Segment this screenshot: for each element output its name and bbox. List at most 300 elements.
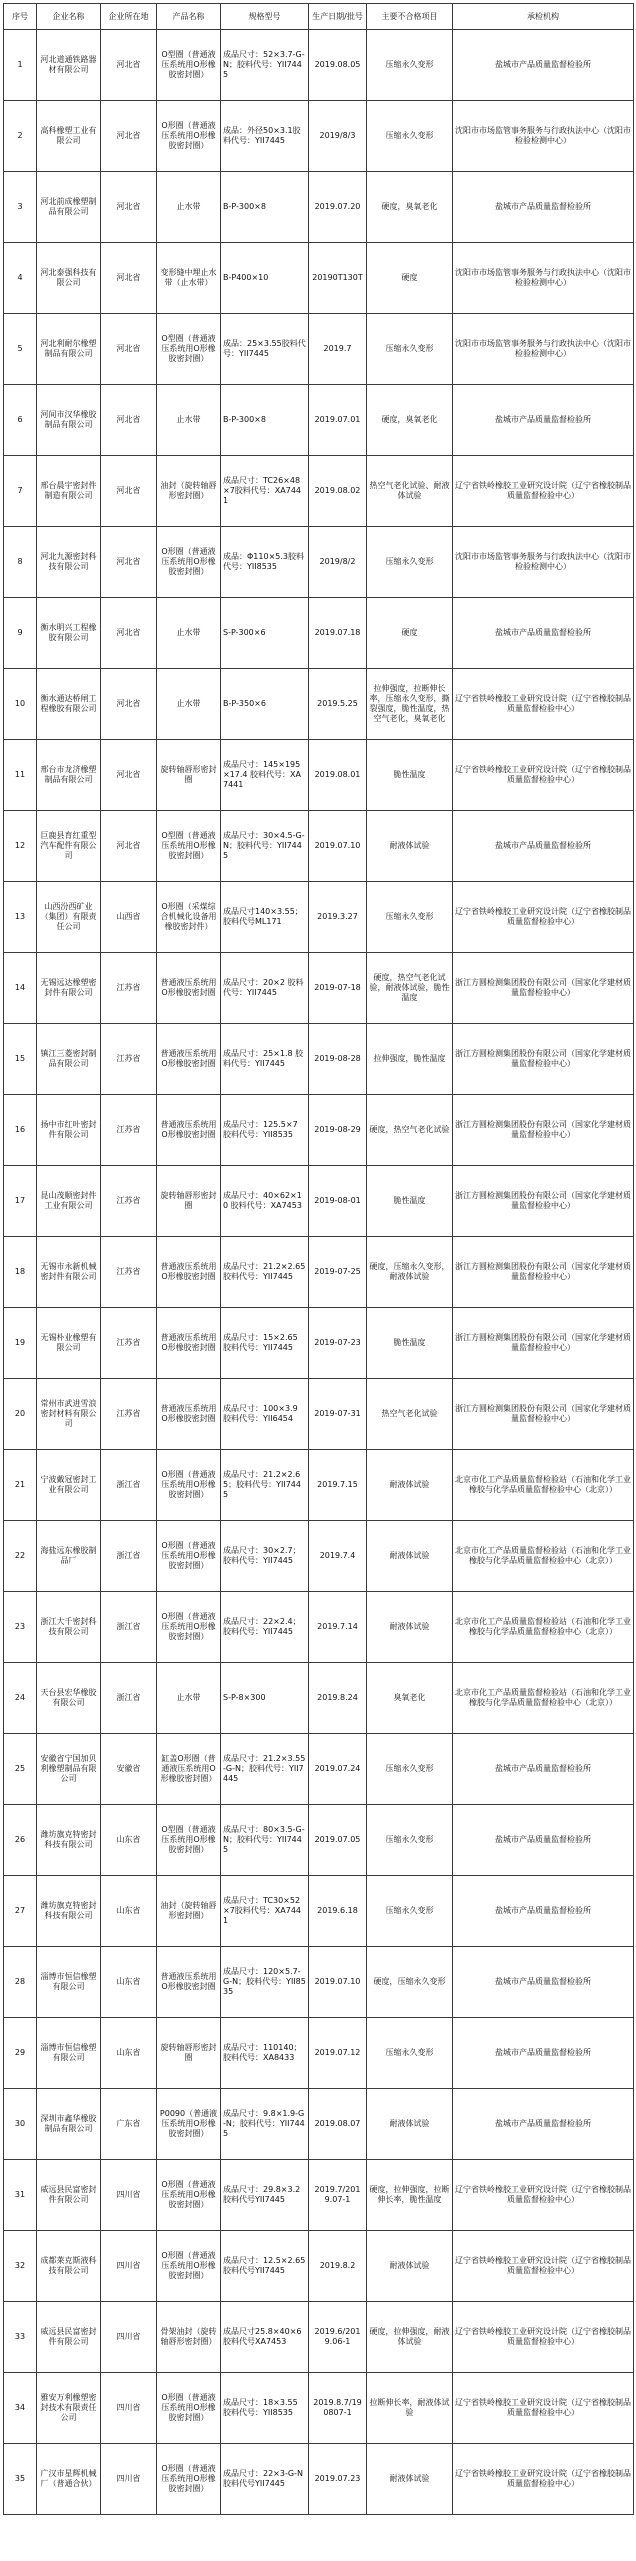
agency-cell: 浙江方圆检测集团股份有限公司（国家化学建材质量监督检验中心） bbox=[453, 953, 634, 1024]
product-cell: O形圈（普通液压系统用O形橡胶密封圈） bbox=[157, 101, 221, 172]
location-cell: 江苏省 bbox=[101, 1237, 157, 1308]
table-row bbox=[4, 1237, 634, 1308]
company-cell: 河北前成橡塑制品有限公司 bbox=[37, 172, 101, 243]
date-batch-cell: 2019.07.18 bbox=[309, 598, 367, 669]
spec-cell: S-P-8×300 bbox=[221, 1663, 309, 1734]
agency-cell: 北京市化工产品质量监督检验站（石油和化学工业橡胶与化学品质量监督检验中心（北京）） bbox=[453, 1521, 634, 1592]
failed-items-cell: 热空气老化试验、耐液体试验 bbox=[367, 456, 453, 527]
failed-items-cell: 拉断伸长率，耐液体试验 bbox=[367, 2373, 453, 2444]
failed-items-cell: 压缩永久变形 bbox=[367, 2018, 453, 2089]
table-row bbox=[4, 2444, 634, 2515]
table-body bbox=[4, 30, 634, 2515]
spec-cell: 成品尺寸：110140；胶料代号：XA8433 bbox=[221, 2018, 309, 2089]
agency-cell: 盐城市产品质量监督检验所 bbox=[453, 172, 634, 243]
header-row bbox=[4, 4, 634, 30]
product-cell: O形圈（普通液压系统用O形橡胶密封圈） bbox=[157, 2444, 221, 2515]
date-batch-cell: 2019-08-01 bbox=[309, 1166, 367, 1237]
agency-cell: 辽宁省铁岭橡胶工业研究设计院（辽宁省橡胶制品质量监督检验中心） bbox=[453, 2160, 634, 2231]
failed-items-cell: 耐液体试验 bbox=[367, 1450, 453, 1521]
company-cell: 巨鹿县育红重型汽车配件有限公司 bbox=[37, 811, 101, 882]
failed-items-cell: 脆性温度 bbox=[367, 740, 453, 811]
product-cell: O形圈（普通液压系统用O形橡胶密封圈） bbox=[157, 2231, 221, 2302]
agency-cell: 辽宁省铁岭橡胶工业研究设计院（辽宁省橡胶制品质量监督检验中心） bbox=[453, 2231, 634, 2302]
company-cell: 淄博市恒信橡塑有限公司 bbox=[37, 1947, 101, 2018]
failed-items-cell: 压缩永久变形 bbox=[367, 1876, 453, 1947]
product-cell: O形圈（普通液压系统用O形橡胶密封圈） bbox=[157, 1592, 221, 1663]
failed-items-cell: 硬度，臭氧老化 bbox=[367, 172, 453, 243]
failed-items-cell: 耐液体试验 bbox=[367, 2444, 453, 2515]
company-cell: 镇江三菱密封制品有限公司 bbox=[37, 1024, 101, 1095]
company-cell: 雅安万利橡塑密封技术有限责任公司 bbox=[37, 2373, 101, 2444]
table-row bbox=[4, 1734, 634, 1805]
spec-cell: 成品：25×3.55胶料代号：YII7445 bbox=[221, 314, 309, 385]
company-cell: 河北道通铁路器材有限公司 bbox=[37, 30, 101, 101]
company-cell: 衡水通达桥闸工程橡胶有限公司 bbox=[37, 669, 101, 740]
location-cell: 山东省 bbox=[101, 1876, 157, 1947]
product-cell: 油封（旋转轴唇形密封圈） bbox=[157, 456, 221, 527]
product-cell: O形圈（普通液压系统用O形橡胶密封圈） bbox=[157, 1521, 221, 1592]
index-cell: 31 bbox=[4, 2160, 37, 2231]
product-cell: 油封（旋转轴唇形密封圈） bbox=[157, 1876, 221, 1947]
index-cell: 2 bbox=[4, 101, 37, 172]
table-row bbox=[4, 2160, 634, 2231]
index-cell: 6 bbox=[4, 385, 37, 456]
spec-cell: 成品尺寸：20×2 胶料代号：YII7445 bbox=[221, 953, 309, 1024]
table-row bbox=[4, 740, 634, 811]
index-cell: 23 bbox=[4, 1592, 37, 1663]
failed-items-cell: 脆性温度 bbox=[367, 1308, 453, 1379]
spec-cell: 成品尺寸：30×2.7；胶料代号：YII7445 bbox=[221, 1521, 309, 1592]
date-batch-cell: 2019.07.10 bbox=[309, 1947, 367, 2018]
company-cell: 安徽省宁国加贝利橡塑制品有限公司 bbox=[37, 1734, 101, 1805]
agency-cell: 盐城市产品质量监督检验所 bbox=[453, 385, 634, 456]
table-row bbox=[4, 669, 634, 740]
location-cell: 四川省 bbox=[101, 2302, 157, 2373]
company-cell: 威远县民富密封件有限公司 bbox=[37, 2160, 101, 2231]
company-cell: 天台县宏华橡胶有限公司 bbox=[37, 1663, 101, 1734]
date-batch-cell: 20190T130T bbox=[309, 243, 367, 314]
failed-items-cell: 硬度，热空气老化试验 bbox=[367, 1095, 453, 1166]
date-batch-cell: 2019.08.05 bbox=[309, 30, 367, 101]
location-cell: 安徽省 bbox=[101, 1734, 157, 1805]
product-cell: 普通液压系统用O形橡胶密封圈 bbox=[157, 953, 221, 1024]
failed-items-cell: 臭氧老化 bbox=[367, 1663, 453, 1734]
agency-cell: 盐城市产品质量监督检验所 bbox=[453, 1876, 634, 1947]
table-row bbox=[4, 101, 634, 172]
spec-cell: 成品尺寸：TC26×48×7胶料代号：XA7441 bbox=[221, 456, 309, 527]
table-row bbox=[4, 811, 634, 882]
product-cell: 旋转轴唇形密封圈 bbox=[157, 740, 221, 811]
spec-cell: B-P400×10 bbox=[221, 243, 309, 314]
header-col-product: 产品名称 bbox=[157, 4, 221, 30]
location-cell: 河北省 bbox=[101, 598, 157, 669]
index-cell: 3 bbox=[4, 172, 37, 243]
spec-cell: 成品尺寸：145×195×17.4 胶料代号：XA7441 bbox=[221, 740, 309, 811]
failed-items-cell: 耐液体试验 bbox=[367, 2089, 453, 2160]
spec-cell: 成品尺寸：125.5×7 胶料代号：YII8535 bbox=[221, 1095, 309, 1166]
table-row bbox=[4, 314, 634, 385]
table-row bbox=[4, 1166, 634, 1237]
location-cell: 河北省 bbox=[101, 101, 157, 172]
spec-cell: 成品尺寸：12.5×2.65胶料代号YII7445 bbox=[221, 2231, 309, 2302]
product-cell: 止水带 bbox=[157, 598, 221, 669]
company-cell: 河北九源密封科技有限公司 bbox=[37, 527, 101, 598]
product-cell: O型圈（普通液压系统用O形橡胶密封圈） bbox=[157, 1805, 221, 1876]
spec-cell: 成品尺寸：29.8×3.2 胶料代号YII7445 bbox=[221, 2160, 309, 2231]
index-cell: 12 bbox=[4, 811, 37, 882]
location-cell: 四川省 bbox=[101, 2160, 157, 2231]
failed-items-cell: 耐液体试验 bbox=[367, 1592, 453, 1663]
date-batch-cell: 2019.6.18 bbox=[309, 1876, 367, 1947]
date-batch-cell: 2019.3.27 bbox=[309, 882, 367, 953]
spec-cell: 成品尺寸：18×3.55 胶料代号：YII8535 bbox=[221, 2373, 309, 2444]
failed-items-cell: 硬度，拉伸强度，耐液体试验 bbox=[367, 2302, 453, 2373]
product-cell: 普通液压系统用O形橡胶密封圈 bbox=[157, 1308, 221, 1379]
company-cell: 昆山茂顺密封件工业有限公司 bbox=[37, 1166, 101, 1237]
company-cell: 深圳市鑫华橡胶制品有限公司 bbox=[37, 2089, 101, 2160]
spec-cell: B-P-350×6 bbox=[221, 669, 309, 740]
results-table bbox=[3, 3, 634, 2515]
date-batch-cell: 2019.07.24 bbox=[309, 1734, 367, 1805]
location-cell: 江苏省 bbox=[101, 1379, 157, 1450]
index-cell: 18 bbox=[4, 1237, 37, 1308]
product-cell: 普通液压系统用O形橡胶密封圈 bbox=[157, 1947, 221, 2018]
agency-cell: 辽宁省铁岭橡胶工业研究设计院（辽宁省橡胶制品质量监督检验中心） bbox=[453, 2373, 634, 2444]
company-cell: 无锡朴业橡塑有限公司 bbox=[37, 1308, 101, 1379]
spec-cell: 成品尺寸140×3.55；胶料代号ML171 bbox=[221, 882, 309, 953]
location-cell: 浙江省 bbox=[101, 1663, 157, 1734]
company-cell: 无锡市永新机械密封件有限公司 bbox=[37, 1237, 101, 1308]
location-cell: 四川省 bbox=[101, 2444, 157, 2515]
index-cell: 1 bbox=[4, 30, 37, 101]
agency-cell: 盐城市产品质量监督检验所 bbox=[453, 1805, 634, 1876]
date-batch-cell: 2019.5.25 bbox=[309, 669, 367, 740]
product-cell: 止水带 bbox=[157, 385, 221, 456]
table-row bbox=[4, 882, 634, 953]
company-cell: 河北利耐尔橡塑制品有限公司 bbox=[37, 314, 101, 385]
location-cell: 江苏省 bbox=[101, 1308, 157, 1379]
spec-cell: 成品：外径50×3.1胶料代号：YII7445 bbox=[221, 101, 309, 172]
agency-cell: 辽宁省铁岭橡胶工业研究设计院（辽宁省橡胶制品质量监督检验中心） bbox=[453, 882, 634, 953]
company-cell: 威远县民富密封件有限公司 bbox=[37, 2302, 101, 2373]
failed-items-cell: 压缩永久变形 bbox=[367, 314, 453, 385]
company-cell: 广汉市星辉机械厂（普通合伙） bbox=[37, 2444, 101, 2515]
index-cell: 25 bbox=[4, 1734, 37, 1805]
table-row bbox=[4, 953, 634, 1024]
index-cell: 27 bbox=[4, 1876, 37, 1947]
table-row bbox=[4, 1308, 634, 1379]
agency-cell: 浙江方圆检测集团股份有限公司（国家化学建材质量监督检验中心） bbox=[453, 1166, 634, 1237]
spec-cell: 成品尺寸：TC30×52×7胶料代号：XA7441 bbox=[221, 1876, 309, 1947]
index-cell: 7 bbox=[4, 456, 37, 527]
location-cell: 河北省 bbox=[101, 243, 157, 314]
spec-cell: 成品尺寸：25×1.8 胶料代号：YII7445 bbox=[221, 1024, 309, 1095]
date-batch-cell: 2019.07.05 bbox=[309, 1805, 367, 1876]
index-cell: 16 bbox=[4, 1095, 37, 1166]
index-cell: 35 bbox=[4, 2444, 37, 2515]
location-cell: 浙江省 bbox=[101, 1450, 157, 1521]
date-batch-cell: 2019.7 bbox=[309, 314, 367, 385]
agency-cell: 辽宁省铁岭橡胶工业研究设计院（辽宁省橡胶制品质量监督检验中心） bbox=[453, 2444, 634, 2515]
date-batch-cell: 2019.7/2019.07-1 bbox=[309, 2160, 367, 2231]
date-batch-cell: 2019.7.14 bbox=[309, 1592, 367, 1663]
location-cell: 河北省 bbox=[101, 456, 157, 527]
company-cell: 潍坊旗克特密封科技有限公司 bbox=[37, 1876, 101, 1947]
agency-cell: 沈阳市市场监管事务服务与行政执法中心（沈阳市检验检测中心） bbox=[453, 101, 634, 172]
agency-cell: 盐城市产品质量监督检验所 bbox=[453, 811, 634, 882]
header-col-inspection-agency: 承检机构 bbox=[453, 4, 634, 30]
table-row bbox=[4, 456, 634, 527]
agency-cell: 浙江方圆检测集团股份有限公司（国家化学建材质量监督检验中心） bbox=[453, 1308, 634, 1379]
date-batch-cell: 2019-07-23 bbox=[309, 1308, 367, 1379]
index-cell: 34 bbox=[4, 2373, 37, 2444]
index-cell: 14 bbox=[4, 953, 37, 1024]
failed-items-cell: 压缩永久变形 bbox=[367, 527, 453, 598]
location-cell: 河北省 bbox=[101, 385, 157, 456]
agency-cell: 北京市化工产品质量监督检验站（石油和化学工业橡胶与化学品质量监督检验中心（北京）） bbox=[453, 1592, 634, 1663]
company-cell: 无锡远达橡塑密封件有限公司 bbox=[37, 953, 101, 1024]
agency-cell: 盐城市产品质量监督检验所 bbox=[453, 30, 634, 101]
failed-items-cell: 硬度，压缩永久变形 bbox=[367, 1947, 453, 2018]
date-batch-cell: 2019/8/2 bbox=[309, 527, 367, 598]
failed-items-cell: 硬度，拉伸强度，拉断伸长率，脆性温度 bbox=[367, 2160, 453, 2231]
index-cell: 26 bbox=[4, 1805, 37, 1876]
header-col-failed-items: 主要不合格项目 bbox=[367, 4, 453, 30]
failed-items-cell: 压缩永久变形 bbox=[367, 101, 453, 172]
agency-cell: 盐城市产品质量监督检验所 bbox=[453, 2018, 634, 2089]
failed-items-cell: 压缩永久变形 bbox=[367, 1734, 453, 1805]
company-cell: 衡水明兴工程橡胶有限公司 bbox=[37, 598, 101, 669]
agency-cell: 辽宁省铁岭橡胶工业研究设计院（辽宁省橡胶制品质量监督检验中心） bbox=[453, 669, 634, 740]
company-cell: 邢台晨宇密封件制造有限公司 bbox=[37, 456, 101, 527]
agency-cell: 盐城市产品质量监督检验所 bbox=[453, 2089, 634, 2160]
date-batch-cell: 2019.7.15 bbox=[309, 1450, 367, 1521]
date-batch-cell: 2019.08.02 bbox=[309, 456, 367, 527]
location-cell: 河北省 bbox=[101, 527, 157, 598]
location-cell: 河北省 bbox=[101, 172, 157, 243]
product-cell: O形圈（普通液压系统用O形橡胶密封圈） bbox=[157, 2160, 221, 2231]
location-cell: 浙江省 bbox=[101, 1521, 157, 1592]
agency-cell: 浙江方圆检测集团股份有限公司（国家化学建材质量监督检验中心） bbox=[453, 1379, 634, 1450]
index-cell: 17 bbox=[4, 1166, 37, 1237]
table-row bbox=[4, 1379, 634, 1450]
index-cell: 22 bbox=[4, 1521, 37, 1592]
location-cell: 河北省 bbox=[101, 669, 157, 740]
agency-cell: 辽宁省铁岭橡胶工业研究设计院（辽宁省橡胶制品质量监督检验中心） bbox=[453, 740, 634, 811]
date-batch-cell: 2019.8.24 bbox=[309, 1663, 367, 1734]
agency-cell: 盐城市产品质量监督检验所 bbox=[453, 598, 634, 669]
header-col-date-batch: 生产日期/批号 bbox=[309, 4, 367, 30]
spec-cell: 成品尺寸：22×2.4；胶料代号：YII7445 bbox=[221, 1592, 309, 1663]
index-cell: 8 bbox=[4, 527, 37, 598]
agency-cell: 北京市化工产品质量监督检验站（石油和化学工业橡胶与化学品质量监督检验中心（北京）） bbox=[453, 1663, 634, 1734]
spec-cell: 成品尺寸：80×3.5-G-N；胶料代号：YII7445 bbox=[221, 1805, 309, 1876]
agency-cell: 盐城市产品质量监督检验所 bbox=[453, 1734, 634, 1805]
table-row bbox=[4, 2089, 634, 2160]
table-row bbox=[4, 598, 634, 669]
company-cell: 高科橡塑工业有限公司 bbox=[37, 101, 101, 172]
index-cell: 4 bbox=[4, 243, 37, 314]
header-col-location: 企业所在地 bbox=[101, 4, 157, 30]
failed-items-cell: 热空气老化试验 bbox=[367, 1379, 453, 1450]
date-batch-cell: 2019.07.23 bbox=[309, 2444, 367, 2515]
product-cell: 止水带 bbox=[157, 669, 221, 740]
failed-items-cell: 拉伸强度，脆性温度 bbox=[367, 1024, 453, 1095]
index-cell: 30 bbox=[4, 2089, 37, 2160]
failed-items-cell: 拉伸强度，拉断伸长率，压缩永久变形，撕裂强度，脆性温度，热空气老化，臭氧老化 bbox=[367, 669, 453, 740]
index-cell: 24 bbox=[4, 1663, 37, 1734]
index-cell: 29 bbox=[4, 2018, 37, 2089]
spec-cell: 成品尺寸25.8×40×6胶料代号XA7453 bbox=[221, 2302, 309, 2373]
failed-items-cell: 压缩永久变形 bbox=[367, 1805, 453, 1876]
location-cell: 江苏省 bbox=[101, 1166, 157, 1237]
location-cell: 江苏省 bbox=[101, 1095, 157, 1166]
date-batch-cell: 2019.07.01 bbox=[309, 385, 367, 456]
index-cell: 32 bbox=[4, 2231, 37, 2302]
header-col-spec: 规格型号 bbox=[221, 4, 309, 30]
date-batch-cell: 2019-07-25 bbox=[309, 1237, 367, 1308]
table-row bbox=[4, 385, 634, 456]
index-cell: 13 bbox=[4, 882, 37, 953]
header-col-company: 企业名称 bbox=[37, 4, 101, 30]
product-cell: P0090（普通液压系统用O形橡胶密封圈） bbox=[157, 2089, 221, 2160]
table-row bbox=[4, 2018, 634, 2089]
agency-cell: 北京市化工产品质量监督检验站（石油和化学工业橡胶与化学品质量监督检验中心（北京）） bbox=[453, 1450, 634, 1521]
location-cell: 山东省 bbox=[101, 2018, 157, 2089]
agency-cell: 辽宁省铁岭橡胶工业研究设计院（辽宁省橡胶制品质量监督检验中心） bbox=[453, 2302, 634, 2373]
date-batch-cell: 2019-08-29 bbox=[309, 1095, 367, 1166]
location-cell: 四川省 bbox=[101, 2231, 157, 2302]
table-row bbox=[4, 1663, 634, 1734]
index-cell: 10 bbox=[4, 669, 37, 740]
table-row bbox=[4, 243, 634, 314]
spec-cell: 成品尺寸：15×2.65 胶料代号：YII7445 bbox=[221, 1308, 309, 1379]
location-cell: 江苏省 bbox=[101, 953, 157, 1024]
date-batch-cell: 2019-08-28 bbox=[309, 1024, 367, 1095]
spec-cell: 成品尺寸：30×4.5-G-N；胶料代号：YII7445 bbox=[221, 811, 309, 882]
table-row bbox=[4, 1095, 634, 1166]
date-batch-cell: 2019.07.10 bbox=[309, 811, 367, 882]
index-cell: 33 bbox=[4, 2302, 37, 2373]
spec-cell: B-P-300×8 bbox=[221, 172, 309, 243]
product-cell: O形圈（采煤综合机械化设备用橡胶密封件） bbox=[157, 882, 221, 953]
index-cell: 5 bbox=[4, 314, 37, 385]
spec-cell: 成品：Φ110×5.3胶料代号：YII8535 bbox=[221, 527, 309, 598]
product-cell: O型圈（普通液压系统用O形橡胶密封圈） bbox=[157, 30, 221, 101]
agency-cell: 浙江方圆检测集团股份有限公司（国家化学建材质量监督检验中心） bbox=[453, 1024, 634, 1095]
table-row bbox=[4, 1450, 634, 1521]
failed-items-cell: 压缩永久变形 bbox=[367, 882, 453, 953]
spec-cell: B-P-300×8 bbox=[221, 385, 309, 456]
date-batch-cell: 2019/8/3 bbox=[309, 101, 367, 172]
agency-cell: 辽宁省铁岭橡胶工业研究设计院（辽宁省橡胶制品质量监督检验中心） bbox=[453, 456, 634, 527]
spec-cell: 成品尺寸：52×3.7-G-N；胶料代号：YII7445 bbox=[221, 30, 309, 101]
agency-cell: 沈阳市市场监管事务服务与行政执法中心（沈阳市检验检测中心） bbox=[453, 243, 634, 314]
product-cell: O型圈（普通液压系统用O形橡胶密封圈） bbox=[157, 811, 221, 882]
table-row bbox=[4, 1947, 634, 2018]
location-cell: 江苏省 bbox=[101, 1024, 157, 1095]
index-cell: 28 bbox=[4, 1947, 37, 2018]
index-cell: 11 bbox=[4, 740, 37, 811]
location-cell: 河北省 bbox=[101, 740, 157, 811]
date-batch-cell: 2019.6/2019.06-1 bbox=[309, 2302, 367, 2373]
location-cell: 河北省 bbox=[101, 811, 157, 882]
location-cell: 四川省 bbox=[101, 2373, 157, 2444]
failed-items-cell: 压缩永久变形 bbox=[367, 30, 453, 101]
table-row bbox=[4, 2231, 634, 2302]
product-cell: 普通液压系统用O形橡胶密封圈 bbox=[157, 1024, 221, 1095]
failed-items-cell: 硬度 bbox=[367, 243, 453, 314]
agency-cell: 浙江方圆检测集团股份有限公司（国家化学建材质量监督检验中心） bbox=[453, 1095, 634, 1166]
company-cell: 海盐远东橡胶制品厂 bbox=[37, 1521, 101, 1592]
product-cell: 骨架油封（旋转轴唇形密封圈） bbox=[157, 2302, 221, 2373]
location-cell: 山西省 bbox=[101, 882, 157, 953]
product-cell: O形圈（普通液压系统用O形橡胶密封圈） bbox=[157, 527, 221, 598]
location-cell: 河北省 bbox=[101, 30, 157, 101]
company-cell: 山西汾西矿业（集团）有限责任公司 bbox=[37, 882, 101, 953]
company-cell: 成都莱克斯液科技有限公司 bbox=[37, 2231, 101, 2302]
failed-items-cell: 硬度，臭氧老化 bbox=[367, 385, 453, 456]
table-row bbox=[4, 172, 634, 243]
spec-cell: 成品尺寸：120×5.7-G-N；胶料代号：YII8535 bbox=[221, 1947, 309, 2018]
agency-cell: 沈阳市市场监管事务服务与行政执法中心（沈阳市检验检测中心） bbox=[453, 527, 634, 598]
failed-items-cell: 耐液体试验 bbox=[367, 1521, 453, 1592]
table-row bbox=[4, 2373, 634, 2444]
index-cell: 19 bbox=[4, 1308, 37, 1379]
product-cell: 缸盖O形圈（普通液压系统用O形橡胶密封圈） bbox=[157, 1734, 221, 1805]
company-cell: 扬中市红叶密封件有限公司 bbox=[37, 1095, 101, 1166]
date-batch-cell: 2019-07-31 bbox=[309, 1379, 367, 1450]
failed-items-cell: 硬度，热空气老化试验，耐液体试验，脆性温度 bbox=[367, 953, 453, 1024]
date-batch-cell: 2019.8.2 bbox=[309, 2231, 367, 2302]
date-batch-cell: 2019.08.07 bbox=[309, 2089, 367, 2160]
location-cell: 山东省 bbox=[101, 1805, 157, 1876]
location-cell: 山东省 bbox=[101, 1947, 157, 2018]
date-batch-cell: 2019.07.12 bbox=[309, 2018, 367, 2089]
table-row bbox=[4, 1876, 634, 1947]
product-cell: 旋转轴唇形密封圈 bbox=[157, 2018, 221, 2089]
company-cell: 河间市汉华橡胶制品有限公司 bbox=[37, 385, 101, 456]
table-row bbox=[4, 1592, 634, 1663]
product-cell: 止水带 bbox=[157, 172, 221, 243]
spec-cell: 成品尺寸：40×62×10 胶料代号：XA7453 bbox=[221, 1166, 309, 1237]
agency-cell: 沈阳市市场监管事务服务与行政执法中心（沈阳市检验检测中心） bbox=[453, 314, 634, 385]
index-cell: 21 bbox=[4, 1450, 37, 1521]
spec-cell: 成品尺寸：21.2×2.65 胶料代号：YII7445 bbox=[221, 1237, 309, 1308]
product-cell: O形圈（普通液压系统用O形橡胶密封圈） bbox=[157, 1450, 221, 1521]
spec-cell: 成品尺寸：100×3.9 胶料代号：YII6454 bbox=[221, 1379, 309, 1450]
product-cell: 普通液压系统用O形橡胶密封圈 bbox=[157, 1095, 221, 1166]
location-cell: 河北省 bbox=[101, 314, 157, 385]
table-row bbox=[4, 527, 634, 598]
product-cell: 旋转轴唇形密封圈 bbox=[157, 1166, 221, 1237]
product-cell: 变形缝中埋止水带（止水带） bbox=[157, 243, 221, 314]
failed-items-cell: 脆性温度 bbox=[367, 1166, 453, 1237]
agency-cell: 盐城市产品质量监督检验所 bbox=[453, 1947, 634, 2018]
date-batch-cell: 2019.8.7/190807-1 bbox=[309, 2373, 367, 2444]
table-row bbox=[4, 2302, 634, 2373]
product-cell: 止水带 bbox=[157, 1663, 221, 1734]
date-batch-cell: 2019-07-18 bbox=[309, 953, 367, 1024]
spec-cell: 成品尺寸：21.2×3.55-G-N；胶料代号：YII7445 bbox=[221, 1734, 309, 1805]
product-cell: 普通液压系统用O形橡胶密封圈 bbox=[157, 1237, 221, 1308]
spec-cell: 成品尺寸：9.8×1.9-G-N；胶料代号：YII7445 bbox=[221, 2089, 309, 2160]
failed-items-cell: 硬度，压缩永久变形，耐液体试验 bbox=[367, 1237, 453, 1308]
table-row bbox=[4, 1805, 634, 1876]
table-header bbox=[4, 4, 634, 30]
spec-cell: 成品尺寸：21.2×2.65；胶料代号：YII7445 bbox=[221, 1450, 309, 1521]
company-cell: 宁波戴冠密封工业有限公司 bbox=[37, 1450, 101, 1521]
